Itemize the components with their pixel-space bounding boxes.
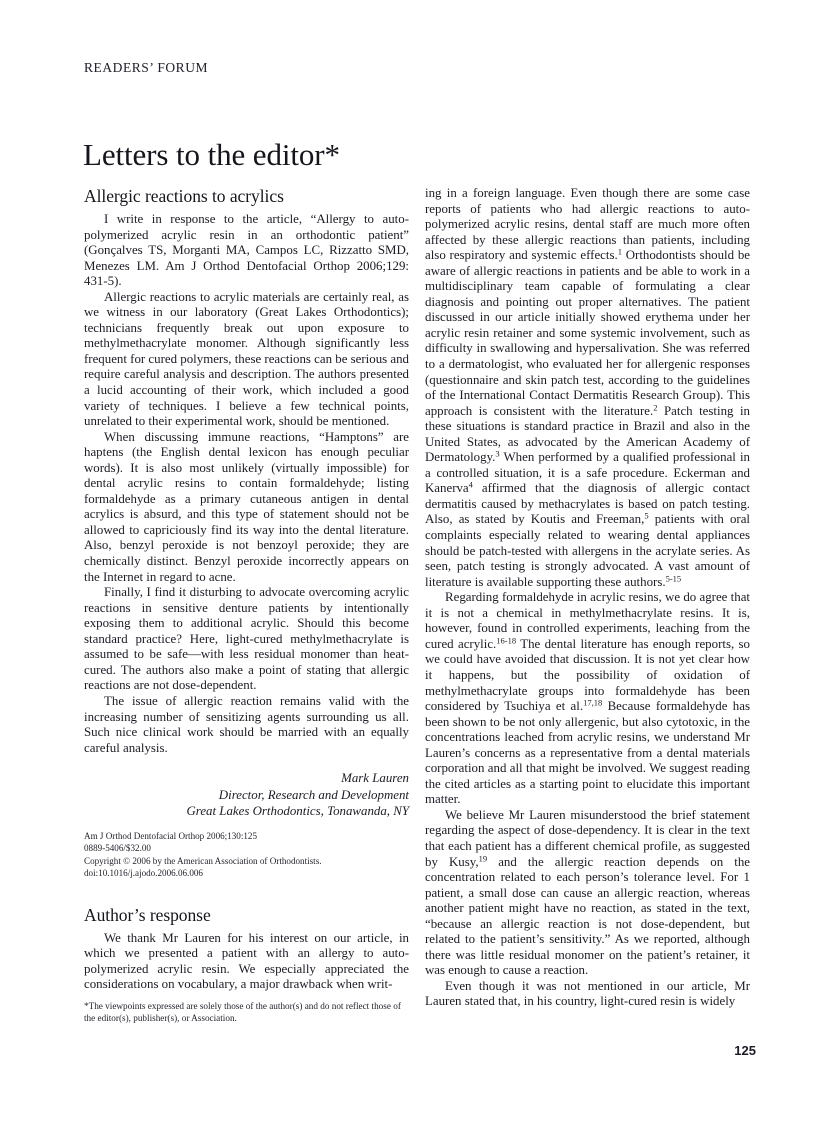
text-run: The dental literature has enough reports, so we could have avoided that discussion. It is not yet clear how it happens, but the possibility of oxidation of methylmethacrylate groups into formaldehyde has been considered by Tsuchiya et al. <box>425 636 750 714</box>
paragraph <box>425 590 750 808</box>
text-run: When performed by a qualified professional in a controlled situation, it is a safe procedure. Eckerman and Kanerva <box>425 450 750 496</box>
section-heading-authors-response: Author’s response <box>84 904 211 925</box>
citation-ref: 1 <box>617 246 622 257</box>
doi-line: doi:10.1016/j.ajodo.2006.06.006 <box>84 867 203 878</box>
paragraph: Finally, I find it disturbing to advocate overcoming acrylic reactions in sensitive denture patients by intentionally exposing them to additional acrylic. Should this become standard practice? Here, light-cured methylmethacrylate is assumed to be safe—with less residual monomer than heat-cured. The authors also make a point of stating that allergic reactions are not dose-dependent. <box>84 585 409 693</box>
copyright-line: Copyright © 2006 by the American Association of Orthodontists. <box>84 855 322 866</box>
citation-ref: 17,18 <box>583 697 603 708</box>
citation-ref: 5-15 <box>665 573 682 584</box>
paragraph: I write in response to the article, “Allergy to auto-polymerized acrylic resin in an orthodontic patient” (Gonçalves TS, Morganti MA, Campos LC, Rizzatto SMD, Menezes LM. Am J Orthod Dentofacial Orthop 2006;129: 431-5). <box>84 212 409 289</box>
citation-ref: 2 <box>653 402 658 413</box>
text-run: ing in a foreign language. Even though there are some case reports of patients who had allergic reactions to auto-polymerized acrylic resins, dental staff are much more often affected by these allergic reactions than patients, including also respiratory and systemic effects. <box>425 186 750 263</box>
page-number: 125 <box>734 1043 756 1058</box>
signature-block <box>84 770 409 819</box>
citation-ref: 19 <box>478 853 488 864</box>
text-run: Because formaldehyde has been shown to be not only allergenic, but also cytotoxic, in the concentrations leached from acrylic resins, we understand Mr Lauren’s concerns as a representative from a dental materials corporation and all that might be involved. We suggest reading the cited articles as a starting point to elucidate this important matter. <box>425 699 750 807</box>
text-run: patients with oral complaints especially related to wearing dental appliances should be patch-tested with allergens in the acrylate series. As seen, patch testing is strongly advocated. A vast amount of literature is available supporting these authors. <box>425 512 750 589</box>
paragraph: The issue of allergic reaction remains valid with the increasing number of sensitizing agents surrounding us all. Such nice clinical work should be married with an equally careful analysis. <box>84 693 409 755</box>
issn-price: 0889-5406/$32.00 <box>84 843 151 854</box>
text-run: and the allergic reaction depends on the concentration related to each person’s tolerance level. For 1 patient, a small dose can cause an allergic reaction, whereas another patient might have no reaction, as stated in the text, “because an allergic reaction is not dose-dependent, but related to the patient’s sensitivity.” As we reported, although there was little residual monomer on the patient’s retainer, it was enough to cause a reaction. <box>425 854 750 978</box>
text-run: We believe Mr Lauren misunderstood the brief statement regarding the aspect of dose-dependency. It is clear in the text that each patient has a different chemical profile, as suggested by Kusy, <box>425 807 750 869</box>
citation-ref: 5 <box>644 511 649 522</box>
section-heading-allergic-reactions: Allergic reactions to acrylics <box>84 186 284 206</box>
paragraph: Even though it was not mentioned in our article, Mr Lauren stated that, in his country, light-cured resin is widely <box>425 978 750 1009</box>
text-run: Orthodontists should be aware of allergic reactions in patients and be able to work in a multidisciplinary team capable of formulating a clear diagnosis and pointing out proper alternatives. The patient discussed in our article initially showed erythema under her acrylic resin retainer and some systemic involvement, such as difficulty in swallowing and hypersalivation. She was referred to a dermatologist, who evaluated her for allergenic responses (questionnaire and skin patch test, according to the guidelines of the International Contact Dermatitis Research Group). This approach is consistent with the literature. <box>425 248 750 418</box>
text-run: Patch testing in these situations is standard practice in Brazil and also in the United States, as advocated by the American Academy of Dermatology. <box>425 403 750 465</box>
citation-ref: 4 <box>468 479 473 490</box>
paragraph: Allergic reactions to acrylic materials are certainly real, as we witness in our laboratory (Great Lakes Orthodontics); technicians frequently break out upon exposure to methylmethacrylate monomer. Although significantly less frequent for cured polymers, these reactions can be serious and require careful analysis and description. The authors presented a lucid accounting of their work, which included a good variety of techniques. I believe a few technical points, unrelated to their experimental work, should be mentioned. <box>84 289 410 429</box>
citation-ref: 3 <box>495 448 500 459</box>
right-column <box>425 186 750 1010</box>
body-columns <box>84 186 756 1066</box>
publication-metadata <box>84 830 409 878</box>
signature-affiliation: Great Lakes Orthodontics, Tonawanda, NY <box>186 803 409 818</box>
signature-role: Director, Research and Development <box>218 787 409 802</box>
paragraph-continued <box>425 186 750 590</box>
paragraph: We thank Mr Lauren for his interest on our article, in which we presented a patient with an allergy to auto-polymerized acrylic resin. We especially appreciated the considerations on vocabulary, a major drawback when writ- <box>84 930 409 992</box>
citation-ref: 16-18 <box>496 635 517 646</box>
page-title: Letters to the editor* <box>83 136 340 172</box>
text-run: affirmed that the diagnosis of allergic contact dermatitis caused by methacrylates is based on patch testing. Also, as stated by Koutis and Freeman, <box>425 481 750 527</box>
paragraph <box>425 808 750 979</box>
running-head: READERS’ FORUM <box>84 60 209 75</box>
text-run: Regarding formaldehyde in acrylic resins, we do agree that it is not a chemical in methylmethacrylate resins. It is, however, found in controlled experiments, leaching from the cured acrylic. <box>425 590 750 651</box>
left-column <box>84 186 409 993</box>
signature-name: Mark Lauren <box>341 771 409 786</box>
journal-citation: Am J Orthod Dentofacial Orthop 2006;130:125 <box>84 831 258 842</box>
paragraph: When discussing immune reactions, “Hamptons” are haptens (the English dental lexicon has enough peculiar words). It is also most unlikely (virtually impossible) for dental acrylic resins to contain formaldehyde; listing formaldehyde as a primary cutaneous antigen in dental acrylics is absurd, and this type of statement should not be allowed to capriciously find its way into the dental literature. Also, benzyl peroxide is not benzoyl peroxide; they are chemically distinct. Benzyl peroxide incorrectly appears on the Internet in regard to acne. <box>84 429 409 584</box>
footnote: *The viewpoints expressed are solely those of the author(s) and do not reflect those of the editor(s), publisher(s), or Association. <box>84 1001 401 1024</box>
